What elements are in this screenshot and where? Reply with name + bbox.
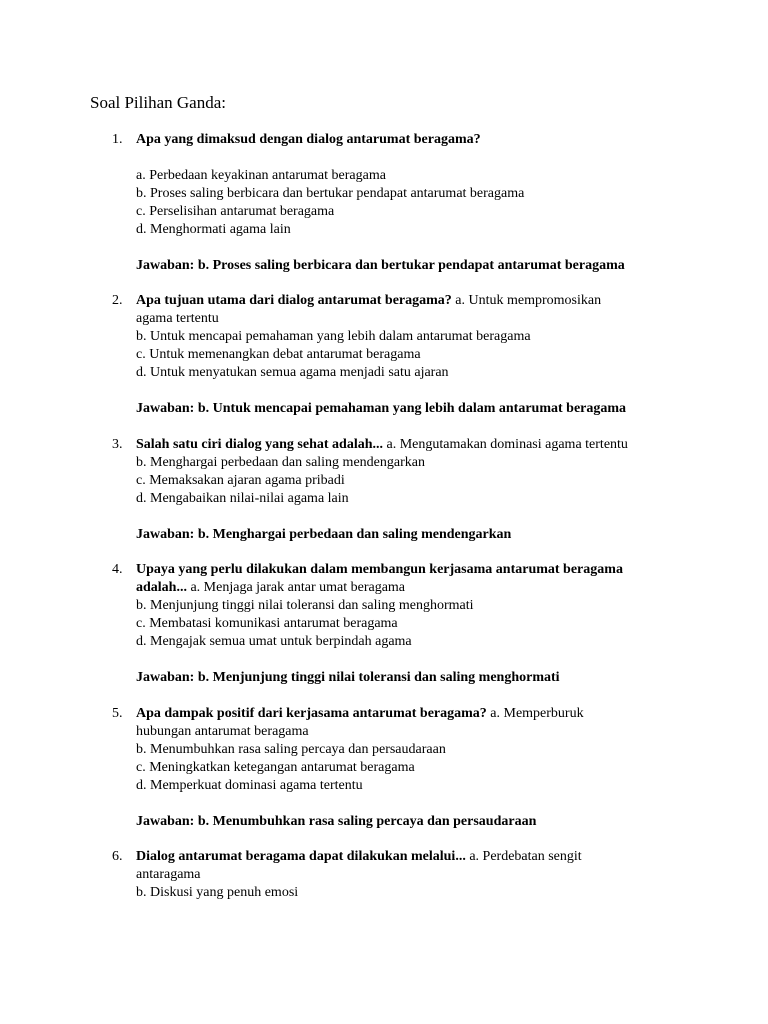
question-body [136,705,676,831]
question-text: Apa yang dimaksud dengan dialog antarumat beragama? [136,132,481,147]
option-b: b. Proses saling berbicara dan bertukar pendapat antarumat beragama [136,186,525,201]
option-a: a. Menjaga jarak antar umat beragama [190,580,406,595]
answer-text: Jawaban: b. Menjunjung tinggi nilai toleransi dan saling menghormati [136,670,560,685]
question-text: Dialog antarumat beragama dapat dilakukan melalui... [136,849,466,864]
answer-text: Jawaban: b. Menumbuhkan rasa saling percaya dan persaudaraan [136,814,537,829]
question-text: Apa dampak positif dari kerjasama antarumat beragama? [136,706,487,721]
question-number: 4. [112,562,123,577]
option-b: b. Untuk mencapai pemahaman yang lebih dalam antarumat beragama [136,329,531,344]
option-c: c. Memaksakan ajaran agama pribadi [136,473,345,488]
question-body [136,848,676,902]
answer-text: Jawaban: b. Untuk mencapai pemahaman yang lebih dalam antarumat beragama [136,401,627,416]
question-text-continued: adalah... [136,580,187,595]
option-a: a. Memperburuk [490,706,584,721]
option-b: b. Menjunjung tinggi nilai toleransi dan saling menghormati [136,598,474,613]
option-c: c. Membatasi komunikasi antarumat beragama [136,616,398,631]
question-number: 5. [112,706,123,721]
question-body [136,436,676,544]
option-c: c. Untuk memenangkan debat antarumat beragama [136,347,421,362]
option-b: b. Menghargai perbedaan dan saling mendengarkan [136,455,425,470]
option-a-continued: hubungan antarumat beragama [136,724,309,739]
option-c: c. Meningkatkan ketegangan antarumat beragama [136,760,415,775]
answer-text: Jawaban: b. Menghargai perbedaan dan saling mendengarkan [136,527,512,542]
question-number: 1. [112,132,123,147]
answer-text: Jawaban: b. Proses saling berbicara dan bertukar pendapat antarumat beragama [136,258,625,273]
question-text: Upaya yang perlu dilakukan dalam membangun kerjasama antarumat beragama [136,562,623,577]
option-a: a. Untuk mempromosikan [455,293,602,308]
question-body [136,292,676,418]
option-d: d. Menghormati agama lain [136,222,291,237]
option-d: d. Untuk menyatukan semua agama menjadi satu ajaran [136,365,449,380]
question-body [136,561,676,687]
option-a-continued: agama tertentu [136,311,219,326]
option-d: d. Mengajak semua umat untuk berpindah agama [136,634,412,649]
option-a-continued: antaragama [136,867,201,882]
option-b: b. Diskusi yang penuh emosi [136,885,299,900]
question-body [136,131,676,275]
option-a: a. Perbedaan keyakinan antarumat beragama [136,168,386,183]
document-title: Soal Pilihan Ganda: [90,93,226,112]
option-a: a. Perdebatan sengit [469,849,582,864]
question-number: 3. [112,437,123,452]
option-d: d. Memperkuat dominasi agama tertentu [136,778,363,793]
option-d: d. Mengabaikan nilai-nilai agama lain [136,491,349,506]
option-a: a. Mengutamakan dominasi agama tertentu [386,437,628,452]
option-c: c. Perselisihan antarumat beragama [136,204,335,219]
option-b: b. Menumbuhkan rasa saling percaya dan persaudaraan [136,742,446,757]
question-number: 2. [112,293,123,308]
question-text: Salah satu ciri dialog yang sehat adalah... [136,437,383,452]
question-number: 6. [112,849,123,864]
question-text: Apa tujuan utama dari dialog antarumat beragama? [136,293,452,308]
